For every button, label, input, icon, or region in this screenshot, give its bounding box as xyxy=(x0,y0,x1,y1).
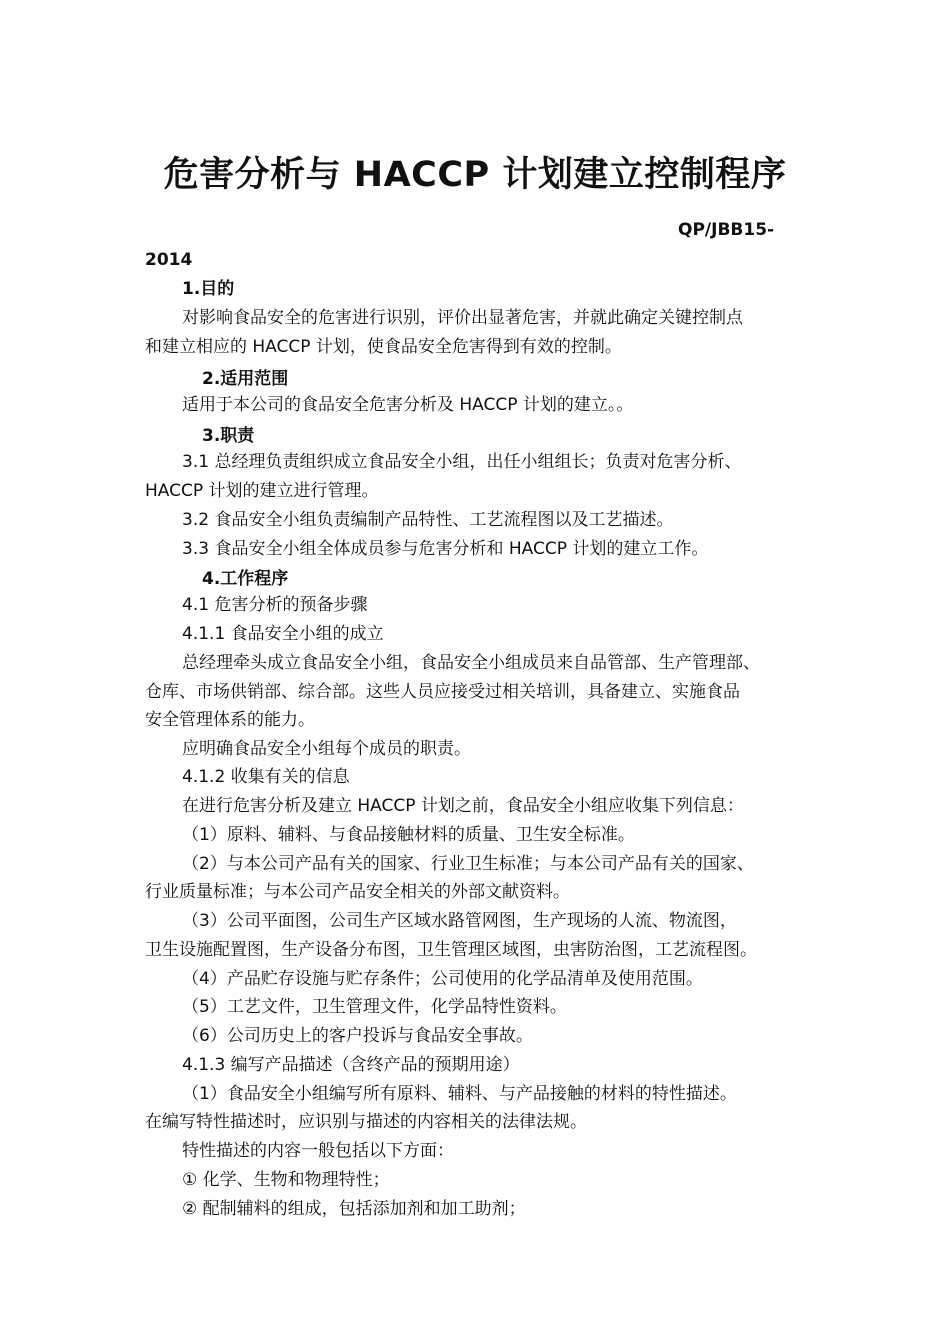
paragraph-line: 仓库、市场供销部、综合部。这些人员应接受过相关培训，具备建立、实施食品 xyxy=(145,682,740,702)
paragraph-line: 总经理牵头成立食品安全小组，食品安全小组成员来自品管部、生产管理部、 xyxy=(182,653,760,673)
section-heading-purpose: 1.目的 xyxy=(182,279,235,299)
section-heading-procedure: 4.工作程序 xyxy=(202,569,289,589)
subsection-heading: 4.1 危害分析的预备步骤 xyxy=(182,595,368,615)
paragraph-line: 安全管理体系的能力。 xyxy=(145,710,315,730)
paragraph-line: 应明确食品安全小组每个成员的职责。 xyxy=(182,739,471,759)
document-title: 危害分析与 HACCP 计划建立控制程序 xyxy=(163,155,787,195)
list-item: （4）产品贮存设施与贮存条件；公司使用的化学品清单及使用范围。 xyxy=(182,969,703,989)
paragraph-line: 特性描述的内容一般包括以下方面： xyxy=(182,1141,454,1161)
list-item: （1）原料、辅料、与食品接触材料的质量、卫生安全标准。 xyxy=(182,825,635,845)
subsection-heading: 4.1.3 编写产品描述（含终产品的预期用途） xyxy=(182,1055,520,1075)
list-item: ② 配制辅料的组成，包括添加剂和加工助剂； xyxy=(182,1199,526,1219)
section-heading-responsibilities: 3.职责 xyxy=(202,426,255,446)
subsection-heading: 4.1.2 收集有关的信息 xyxy=(182,767,350,787)
list-item: （1）食品安全小组编写所有原料、辅料、与产品接触的材料的特性描述。 xyxy=(182,1084,737,1104)
paragraph-line: 3.2 食品安全小组负责编制产品特性、工艺流程图以及工艺描述。 xyxy=(182,510,674,530)
document-year: 2014 xyxy=(145,250,193,270)
paragraph-line: 3.3 食品安全小组全体成员参与危害分析和 HACCP 计划的建立工作。 xyxy=(182,539,709,559)
paragraph-line: 对影响食品安全的危害进行识别，评价出显著危害，并就此确定关键控制点 xyxy=(182,308,743,328)
list-item: （2）与本公司产品有关的国家、行业卫生标准；与本公司产品有关的国家、 xyxy=(182,854,754,874)
paragraph-line: 和建立相应的 HACCP 计划，使食品安全危害得到有效的控制。 xyxy=(145,337,622,357)
subsection-heading: 4.1.1 食品安全小组的成立 xyxy=(182,624,384,644)
paragraph-line: HACCP 计划的建立进行管理。 xyxy=(145,481,379,501)
paragraph-line: 在编写特性描述时，应识别与描述的内容相关的法律法规。 xyxy=(145,1112,587,1132)
list-item: （6）公司历史上的客户投诉与食品安全事故。 xyxy=(182,1026,533,1046)
paragraph-line: 适用于本公司的食品安全危害分析及 HACCP 计划的建立。。 xyxy=(182,395,634,415)
list-item: （3）公司平面图，公司生产区域水路管网图，生产现场的人流、物流图， xyxy=(182,911,737,931)
list-item: ① 化学、生物和物理特性； xyxy=(182,1170,390,1190)
paragraph-line: 3.1 总经理负责组织成立食品安全小组，出任小组组长；负责对危害分析、 xyxy=(182,452,742,472)
list-item: （5）工艺文件，卫生管理文件，化学品特性资料。 xyxy=(182,997,567,1017)
section-heading-scope: 2.适用范围 xyxy=(202,369,289,389)
paragraph-line: 行业质量标准；与本公司产品安全相关的外部文献资料。 xyxy=(145,882,570,902)
paragraph-line: 卫生设施配置图，生产设备分布图，卫生管理区域图，虫害防治图，工艺流程图。 xyxy=(145,940,757,960)
document-number: QP/JBB15- xyxy=(678,220,775,240)
paragraph-line: 在进行危害分析及建立 HACCP 计划之前，食品安全小组应收集下列信息： xyxy=(182,796,744,816)
